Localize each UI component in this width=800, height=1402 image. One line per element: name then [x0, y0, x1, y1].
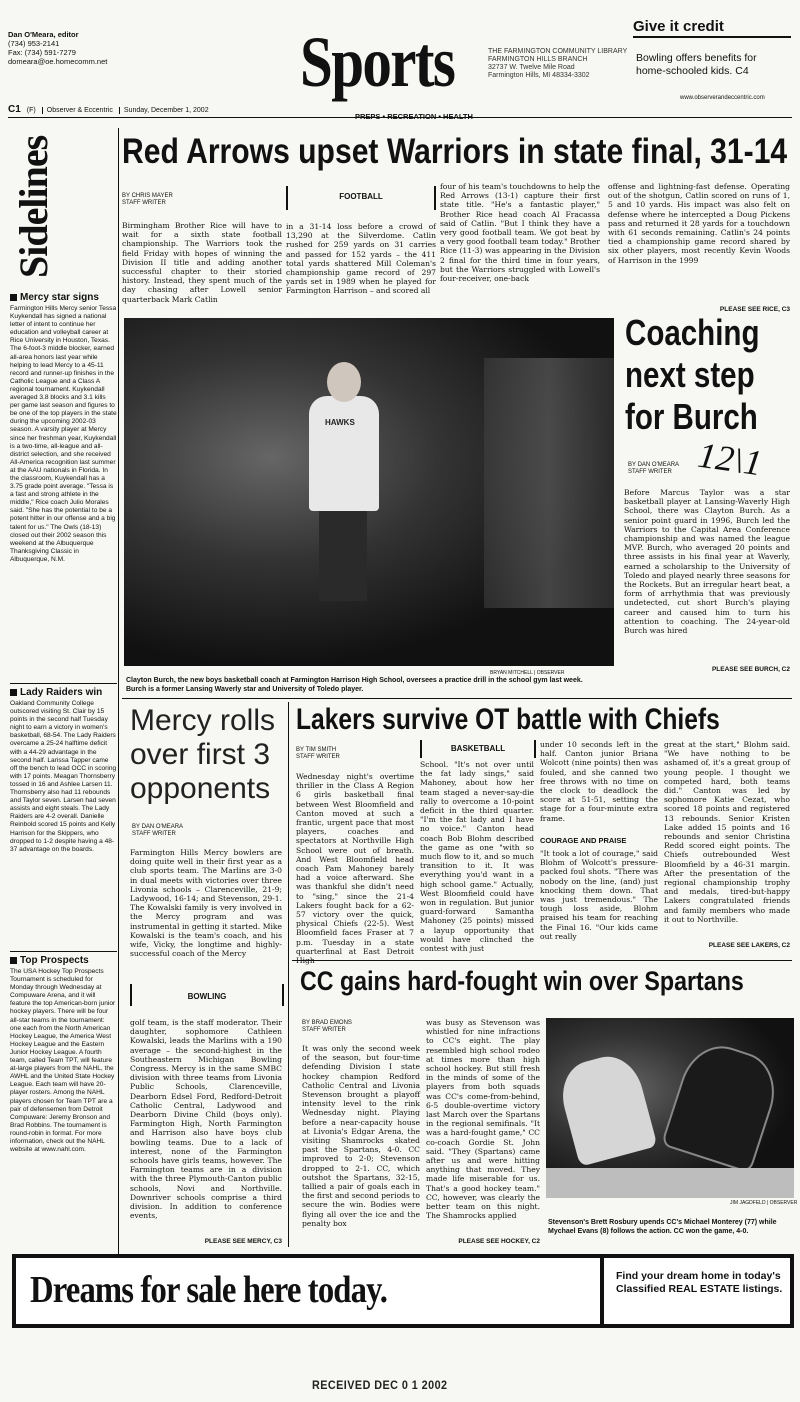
- lakers-byline: [296, 747, 340, 761]
- coach-legs: [319, 511, 367, 601]
- lead-byline: [122, 193, 282, 207]
- masthead-rule: [8, 117, 792, 118]
- burch-caption: Clayton Burch, the new boys basketball coach at Farmington Harrison High School, oversees a practice drill in the school gym last week. Burch is a former Lansing Waverly star and University of Toledo player.: [126, 677, 583, 693]
- hockey-byline-role: STAFF WRITER: [302, 1027, 346, 1033]
- folio-paper: Observer & Eccentric: [42, 107, 113, 114]
- ad-tagline: Find your dream home in today's Classified REAL ESTATE listings.: [616, 1270, 783, 1295]
- editor-phone: (734) 953-2141: [8, 39, 60, 48]
- ice-surface: [546, 1168, 794, 1198]
- lead-col-4-text: offense and lightning-fast defense. Operating out of the shotgun, Catlin scored on runs of 1, 5 and 10 yards. His impact was also felt on defense where he intercepted a Doug Pickens pass and returned it 28 yards for a touchdown with 61 seconds remaining. Catlin's 24 points tied a championship game record shared by six other players, most recently Kevin Woods of Harrison in the 1999: [608, 182, 790, 265]
- sidebar-divider: [10, 683, 117, 684]
- sidebar-text-top-prospects: The USA Hockey Top Prospects Tournament is scheduled for Monday through Wednesday at Compuware Arena, and it will feature the top American-born junior hockey players. There will be four all-star teams in the tournament: one each from the North American Hockey League, the America West Hockey League and the Eastern Junior Hockey League. A fourth team, called Team TPT, will feature at-large players from the NAHL, the AWHL and the United State Hockey League. Each team will have 20-player rosters. Among the NAHL players chosen for Team TPT are a pair of defensemen from Detroit Compuware: Jeremy Bronson and Brad Robbins. The tournament is round-robin in format. For more information, check out the NAHL website at www.nahl.com.: [10, 968, 116, 1154]
- hockey-jump: PLEASE SEE HOCKEY, C2: [458, 1238, 540, 1245]
- sidelines-title: Sidelines: [11, 135, 56, 278]
- lead-col-3-text: four of his team's touchdowns to help the Red Arrows (13-1) capture their first state title. "He's a fantastic player," Brother Rice head coach Al Fracassa said of Catlin. "But I think they have a very good football team. We got beat by a very good football team today." Brother Rice (11-3) was appearing in the Division 2 final for the third time in four years, but the Warriors struggled with Lowell's four-receiver, one-back: [440, 182, 600, 284]
- lead-byline-name: BY CHRIS MAYER: [122, 193, 173, 199]
- hockey-headline: CC gains hard-fought win over Spartans: [300, 966, 744, 996]
- lead-jump: PLEASE SEE RICE, C3: [719, 306, 790, 313]
- sidelines-column-rule: [118, 128, 119, 1293]
- mercy-col-2-text: golf team, is the staff moderator. Their daughter, sophomore Cathleen Kowalski, leads the Marlins with a 190 average – the second-highest in the Southeastern Michigan Bowling Congress. Mercy is in the same SMBC division with three teams from Livonia Public Schools, Clarenceville, Dearborn Edsel Ford, Redford-Detroit Catholic Central, Ladywood and Dearborn Divine Child (boys only). Farmington High, North Farmington and Harrison also have boys club bowling teams. Due to a lack of interest, none of the Farmington schools have girls teams, however. The Farmington teams are in a division with the three Plymouth-Canton public schools, Novi and Northville. Downriver schools comprise a third division. In addition to conference events,: [130, 1018, 282, 1221]
- gym-background: [484, 358, 614, 608]
- website: www.observerandeccentric.com: [680, 95, 765, 101]
- handwritten-date: 12\1: [695, 434, 765, 484]
- hockey-caption: Stevenson's Brett Rosbury upends CC's Michael Monterey (77) while Mychael Evans (8) follows the action. CC won the game, 4-0.: [548, 1219, 777, 1235]
- sidebar-head-mercy-text: Mercy star signs: [20, 292, 99, 303]
- burch-jump: PLEASE SEE BURCH, C2: [711, 666, 790, 673]
- classified-ad[interactable]: [12, 1254, 794, 1328]
- folio-mark: (F): [26, 107, 36, 114]
- editor-fax: Fax: (734) 591-7279: [8, 48, 76, 57]
- lead-kicker: FOOTBALL: [286, 186, 436, 210]
- promo-rule: [633, 36, 791, 38]
- burch-photo: [124, 318, 614, 666]
- lakers-col-3b-text: "It took a lot of courage," said Blohm of Wolcott's pressure-packed foul shots. "There was nobody on the line, (and) just knocking them down. That was just tremendous." The tough loss aside, Blohm praised his team for reaching the Final 16. "Our kids came out really: [540, 849, 658, 941]
- hockey-col-1-text: It was only the second week of the season, but four-time defending Division I state hockey champion Redford Catholic Central and Livonia Stevenson brought a playoff intensity level to the rink Wednesday night. Playing before a near-capacity house at Livonia's Edgar Arena, the visiting Shamrocks skated past the Spartans, 4-0. CC improved to 2-0; Stevenson dropped to 2-1. CC, which outshot the Spartans, 32-15, tallied a pair of goals each in the first and second periods to secure the win. Bodies were flying all over the ice and the penalty box: [302, 1044, 420, 1228]
- mercy-kicker: BOWLING: [130, 984, 284, 1006]
- received-stamp: RECEIVED DEC 0 1 2002: [312, 1378, 448, 1392]
- lakers-byline-role: STAFF WRITER: [296, 754, 340, 760]
- promo-box: [636, 52, 786, 78]
- hockey-photo: [546, 1018, 794, 1198]
- ad-divider: [600, 1258, 604, 1324]
- lakers-col-1-text: Wednesday night's overtime thriller in the Class A Region 6 girls basketball final between West Bloomfield and Canton moved at such a frantic, urgent pace that most players, coaches and spectators at Northville High School were out of breath. And West Bloomfield head coach Pam Mahoney barely had a voice afterward. She was thankful she didn't need to "sing," since the 21-4 Lakers fought back for a 62-57 victory over the quick, physical Chiefs (22-5). West Bloomfield faces Fraser at 7 p.m. Tuesday in a state quarterfinal at East Detroit: [296, 772, 414, 956]
- mercy-headline-line-1: Mercy rolls: [130, 704, 276, 737]
- player-white-jersey: [554, 1049, 657, 1166]
- mercy-byline-role: STAFF WRITER: [132, 831, 176, 837]
- lakers-jump: PLEASE SEE LAKERS, C2: [708, 942, 790, 949]
- library-stamp: THE FARMINGTON COMMUNITY LIBRARY FARMINGTON HILLS BRANCH 32737 W. Twelve Mile Road Farmington Hills, MI 48334-3302: [488, 48, 628, 79]
- sidebar-head-mercy: [10, 292, 117, 303]
- editor-contact: [8, 30, 128, 66]
- lakers-col-3: [540, 740, 658, 952]
- coach-figure: [309, 396, 379, 511]
- burch-byline-role: STAFF WRITER: [628, 469, 672, 475]
- sidelines-title-box: [10, 128, 117, 288]
- burch-headline-line-1: Coaching: [625, 312, 760, 353]
- mercy-headline: [130, 704, 275, 806]
- section-title: Sports: [300, 22, 455, 102]
- lead-headline: Red Arrows upset Warriors in state final, 31-14: [122, 132, 788, 171]
- hockey-byline: [302, 1020, 352, 1034]
- sidebar-head-lady-raiders: [10, 687, 117, 698]
- hockey-col-2-text: was busy as Stevenson was whistled for nine infractions to CC's eight. The play resembled high school rodeo at times more than high school hockey. But still fresh in the minds of some of the players from both squads was CC's come-from-behind, 6-5 double-overtime victory last March over the Spartans in the regional semifinals. "It was a hard-fought game," CC co-coach Gordie St. John said. "They (Spartans) came after us and were hitting anything that moved. They made life miserable for us. That's a good hockey team." CC, however, was clearly the better team on this night. The Shamrocks applied: [426, 1018, 540, 1221]
- mercy-col-1-text: Farmington Hills Mercy bowlers are doing quite well in their first year as a club sports team. The Marlins are 3-0 in dual meets with victories over three Livonia schools – Clarenceville, 21-9; Ladywood, 16-14; and Stevenson, 29-1. The Kowalski family is very involved in the Mercy program and was instrumental in getting it started. Mike Kowalski is the team's coach, and his wife, Vicky, the longtime and highly-successful coach of the Mercy: [130, 848, 282, 959]
- mercy-column-rule: [288, 702, 289, 1247]
- editor-name: Dan O'Meara, editor: [8, 30, 79, 39]
- sidebar-head-top-prospects: [10, 955, 117, 966]
- burch-headline-line-2: next step: [625, 354, 755, 395]
- hockey-byline-name: BY BRAD EMONS: [302, 1020, 352, 1026]
- lakers-headline: Lakers survive OT battle with Chiefs: [296, 703, 720, 736]
- lakers-col-2-text: School. "It's not over until the fat lady sings," said Mahoney, about how her team staged a never-say-die rally to overcome a 10-point deficit in the third quarter. "I'm the fat lady and I have no voice." Canton head coach Bob Blohm described the game as one "with so much flow to it, and so much transition to it. It was everything you'd want in a high school game." Actually, West Bloomfield could have won in regulation. But junior guard-forward Samantha Mahoney (25 points) missed a layup opportunity that would have clinched the contest with just: [420, 760, 534, 954]
- mercy-byline: [132, 824, 183, 838]
- ad-headline: Dreams for sale here today.: [30, 1269, 388, 1311]
- burch-photo-credit: BRYAN MITCHELL | OBSERVER: [490, 670, 565, 676]
- burch-text: Before Marcus Taylor was a star basketball player at Lansing-Waverly High School, there was Clayton Burch. As a senior point guard in 1996, Burch led the Warriors to the Capital Area Conference championship and was named the league MVP. Burch, who averaged 20 points and three assists in his final year at Waverly, earned a scholarship to the University of Toledo and played nearly three seasons for the Rockets. But an irregular heart beat, a form of arrhythmia that was previously undetected, cut short Burch's playing career and caused him to turn his attention to coaching. The 24-year-old Burch was hired: [624, 488, 790, 636]
- sidebar-divider: [10, 951, 117, 952]
- lead-col-1: [122, 193, 282, 313]
- bullet-square-icon: [10, 689, 17, 696]
- sidebar-head-lady-raiders-text: Lady Raiders win: [20, 687, 103, 698]
- lakers-col-4-text: great at the start," Blohm said. "We have nothing to be ashamed of, it's a great group of young people. I thought we competed hard, both teams did." Canton was led by sophomore Katie Cezat, who scored 18 points and registered 13 rebounds. Senior Kristen Lake added 15 points and 16 rebounds and senior Christina Redd scored eight points. The Chiefs outrebounded West Bloomfield by a 46-31 margin. After the presentation of the regional championship trophy and medals, tired-but-happy Lakers congratulated friends and family members who made it out to Northville.: [664, 740, 790, 924]
- sidebar-text-lady-raiders: Oakland Community College outscored visiting St. Clair by 15 points in the second half Tuesday night to earn a victory in women's basketball, 68-54. The Lady Raiders overcame a 25-24 halftime deficit with a 44-29 advantage in the second half. Larissa Tapper came off the bench to lead OCC in scoring with 17 points. Meagan Thornsberry tossed in 16 and Ashlee Larsen 11. Thornsberry also had 11 rebounds and Taylor seven. Larsen had seven assists and eight steals. The Lady Raiders are 4-2 overall. Danielle Reinbold scored 15 points and Kelly Harrison for the Skippers, who dropped to 1-2 despite having a 48-37 advantage on the boards.: [10, 700, 117, 853]
- folio-date: Sunday, December 1, 2002: [119, 107, 209, 114]
- sidebar-head-top-prospects-text: Top Prospects: [20, 955, 89, 966]
- promo-text: Bowling offers benefits for home-schooled kids.: [636, 52, 757, 77]
- lead-col-2: [286, 186, 436, 311]
- player-dark-jersey: [661, 1036, 786, 1173]
- lakers-byline-name: BY TIM SMITH: [296, 747, 337, 753]
- sidebar-text-mercy: Farmington Hills Mercy senior Tessa Kuykendall has signed a national letter of intent to continue her education and volleyball career at Rice University in Houston, Texas. The 6-foot-3 middle blocker, earned all-area honors last year while helping to lead Mercy to a 45-11 record and runner-up finishes in the Catholic League and a Class A regional tournament. Kuykendall averaged 3.8 blocks and 3.1 kills per game last season and figures to be one of the top players in the state during the upcoming 2002-03 season. A varsity player at Mercy since her freshman year, Kuykendall is a two-time, all-league and all-district selection, and she received All-America recognition last summer at the AAU nationals in Florida. In the classroom, Kuykendall has a 3.75 grade point average. "Tessa is a fast and strong athlete in the middle," Rice coach Julio Morales said. "She has the potential to be a potent hitter in our offense and a big talent for us." The Owls (18-13) closed out their 2002 season this weekend at the Albuquerque Thanksgiving Classic in Albuquerque, N.M.: [10, 305, 117, 563]
- sidelines-column: [10, 128, 117, 1298]
- mercy-headline-line-2: over first 3: [130, 738, 271, 771]
- lead-col-2-text: in a 31-14 loss before a crowd of 13,290 at the Silverdome. Catlin rushed for 259 yards on 31 carries and passed for 152 yards – the 411 total yards shattered Mill Coleman's championship game record of 297 yards set in 1989 when he played for Farmington Harrison – and scored all: [286, 222, 436, 296]
- shirt-text: HAWKS: [325, 418, 355, 427]
- burch-byline-name: BY DAN O'MEARA: [628, 462, 680, 468]
- lakers-bottom-rule: [292, 960, 792, 961]
- burch-byline: [628, 462, 679, 476]
- burch-bottom-rule: [122, 698, 792, 699]
- mercy-byline-name: BY DAN O'MEARA: [132, 824, 184, 830]
- promo-title: Give it credit: [633, 18, 724, 35]
- lakers-kicker: BASKETBALL: [420, 740, 536, 758]
- burch-headline: [625, 312, 759, 438]
- bullet-square-icon: [10, 957, 17, 964]
- mercy-headline-line-3: opponents: [130, 772, 271, 805]
- lakers-subhead: COURAGE AND PRAISE: [540, 836, 627, 845]
- folio-page: C1: [8, 104, 21, 115]
- mercy-jump: PLEASE SEE MERCY, C3: [204, 1238, 282, 1245]
- bullet-square-icon: [10, 294, 17, 301]
- lead-byline-role: STAFF WRITER: [122, 200, 166, 206]
- lakers-col-3-text: under 10 seconds left in the half. Canton junior Briana Wolcott (nine points) then was fouled, and she canned two free throws with no time on the clock to deadlock the score at 51-51, setting the stage for a four-minute extra frame.: [540, 740, 658, 823]
- hockey-photo-credit: JIM JAGDFELD | OBSERVER: [730, 1200, 798, 1206]
- lead-col-1-text: Birmingham Brother Rice will have to wait for a sixth state football championship. The Warriors took the field Friday with hopes of winning the Division II title and adding another successful chapter to their storied history. Instead, they spent much of the day chasing after Lowell senior quarterback Mark Catlin: [122, 221, 282, 304]
- promo-page: C4: [735, 65, 749, 77]
- coach-head: [327, 362, 361, 402]
- burch-headline-line-3: for Burch: [625, 396, 758, 437]
- editor-email: domeara@oe.homecomm.net: [8, 57, 108, 66]
- folio: [8, 104, 209, 115]
